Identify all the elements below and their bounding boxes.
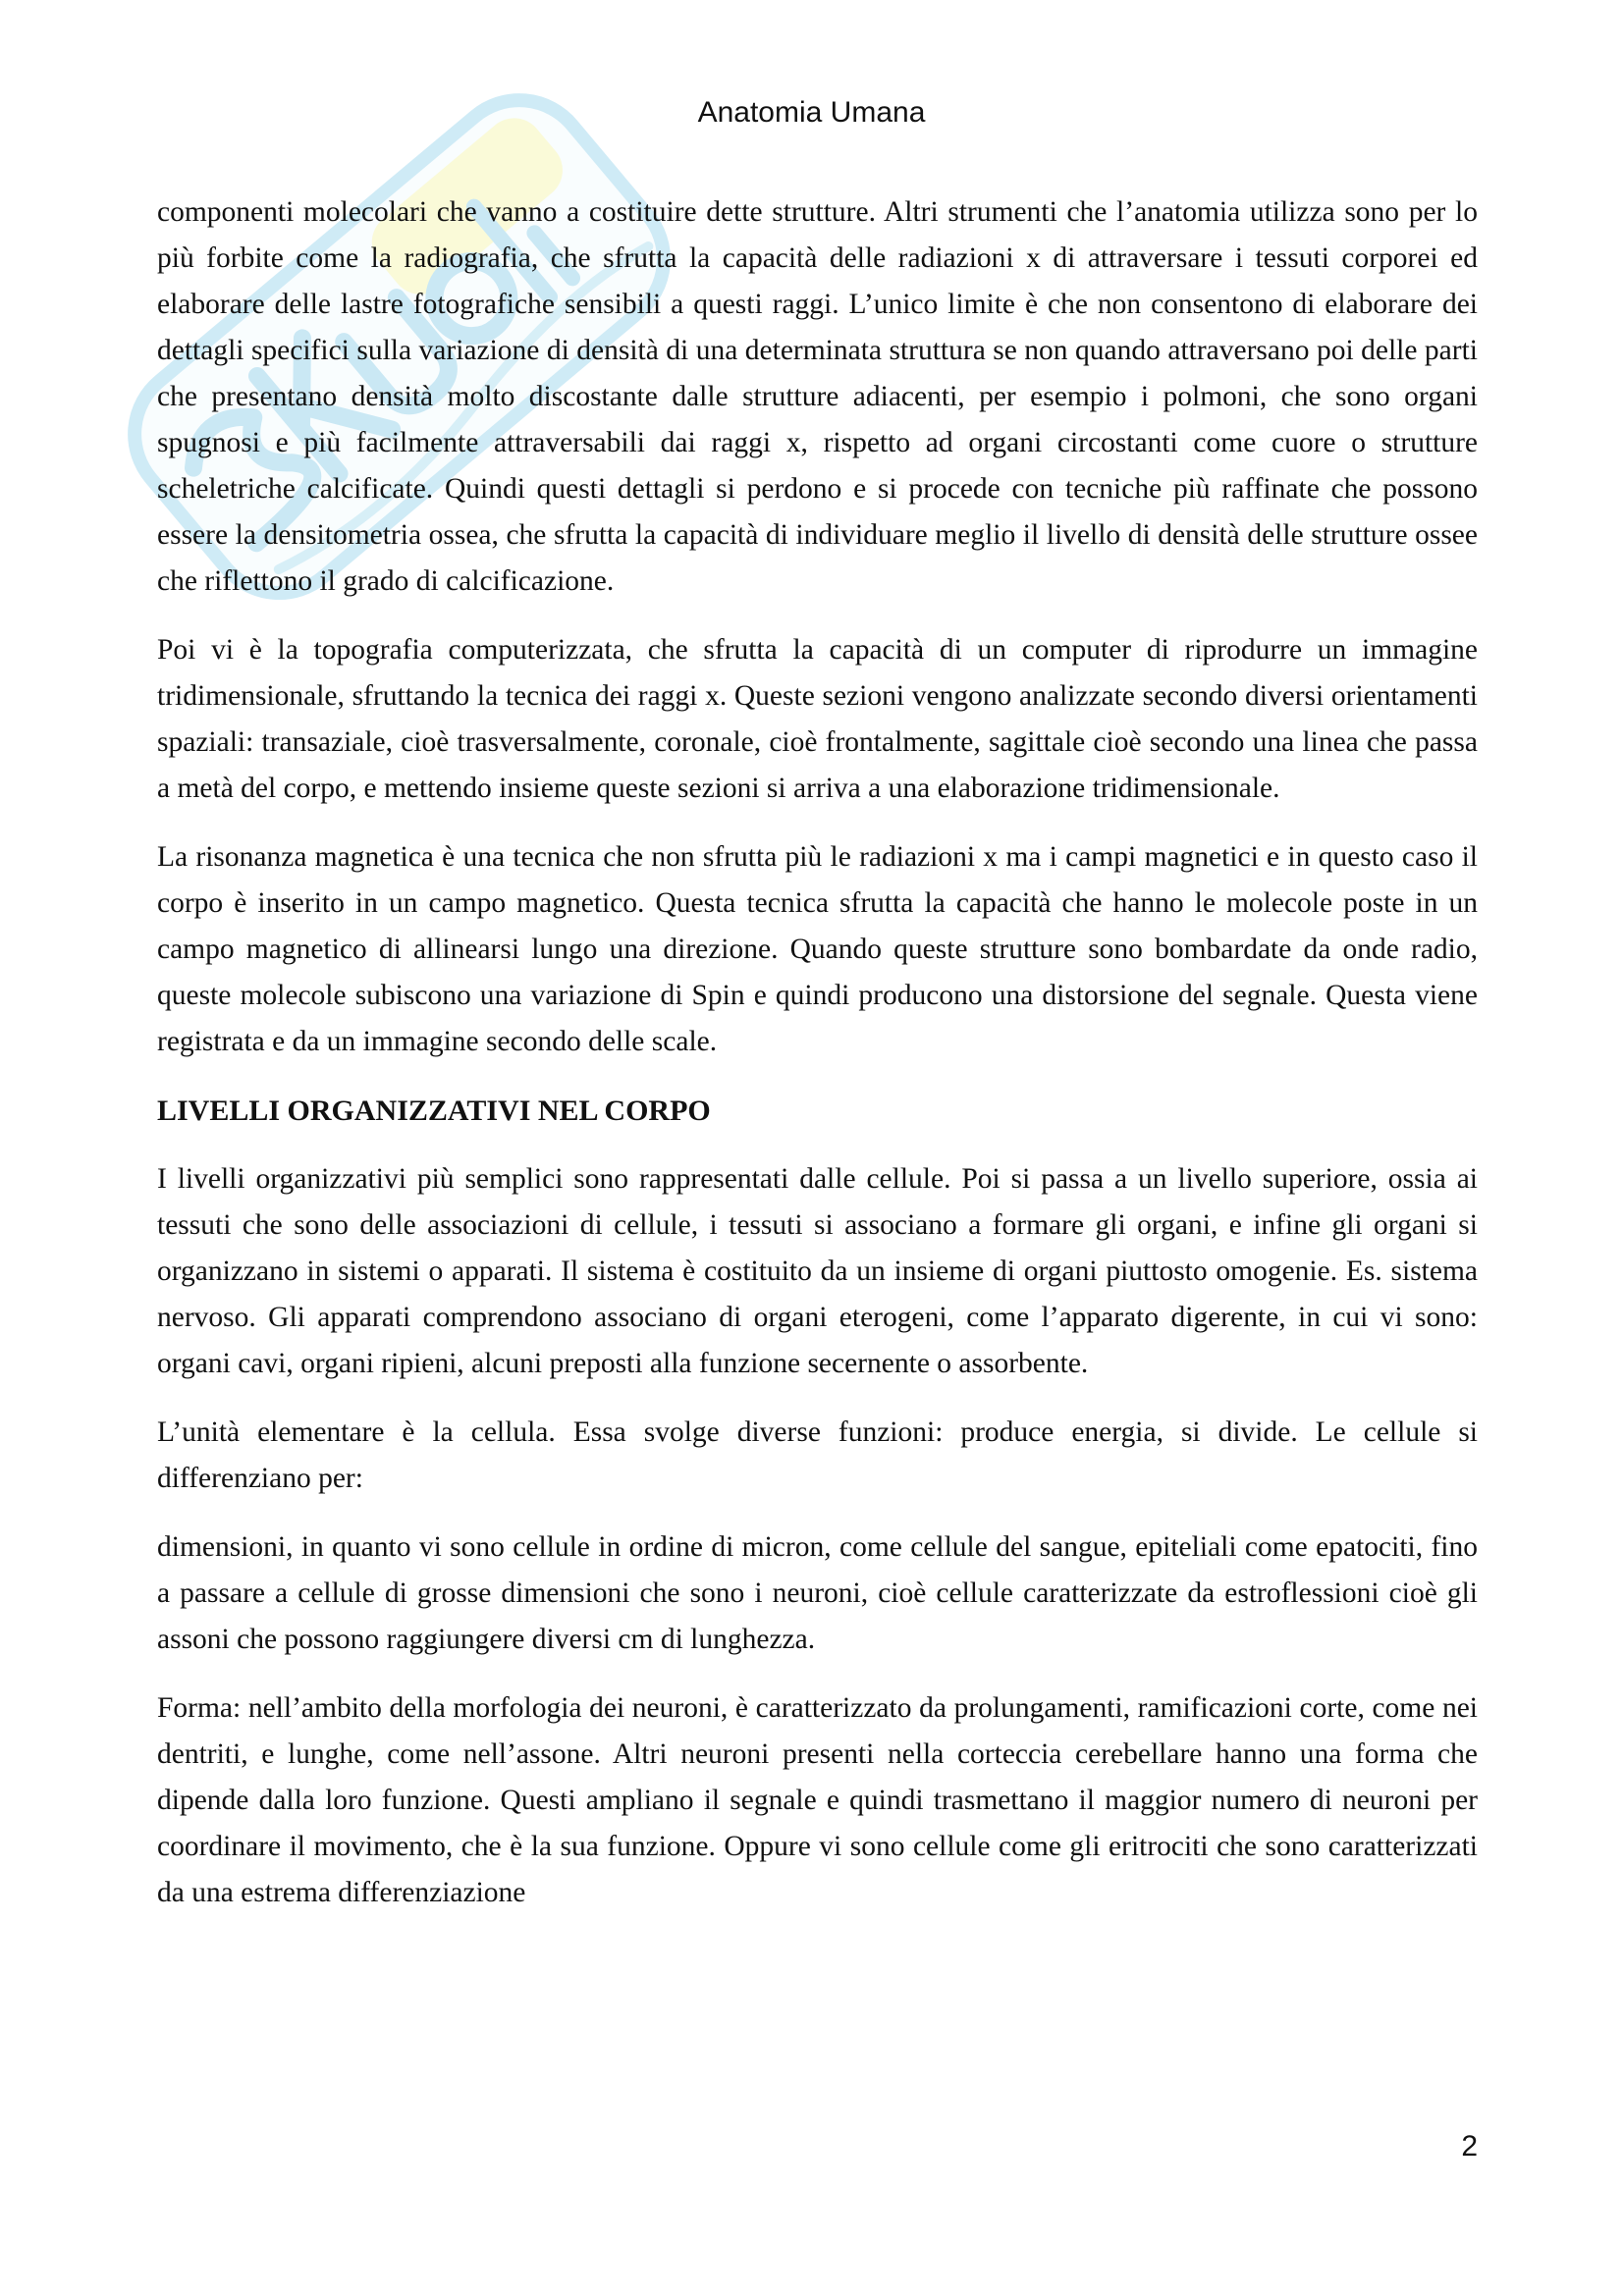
paragraph-cell-shape: Forma: nell’ambito della morfologia dei neuroni, è caratterizzato da prolungamenti, ramificazioni corte, come nei dentriti, e lunghe, come nell’assone. Altri neuroni presenti nella corteccia cerebellare hanno una forma che dipende dalla loro funzione. Questi ampliano il segnale e quindi trasmettano il maggior numero di neuroni per coordinare il movimento, che è la sua funzione. Oppure vi sono cellule come gli eritrociti che sono caratterizzati da una estrema differenziazione	[157, 1692, 1478, 1908]
paragraph-cell-dimensions: dimensioni, in quanto vi sono cellule in ordine di micron, come cellule del sangue, epiteliali come epatociti, fino a passare a cellule di grosse dimensioni che sono i neuroni, cioè cellule caratterizzate da estroflessioni cioè gli assoni che possono raggiungere diversi cm di lunghezza.	[157, 1531, 1478, 1655]
page-header-title: Anatomia Umana	[697, 96, 926, 129]
paragraph-organization-levels: I livelli organizzativi più semplici sono rappresentati dalle cellule. Poi si passa a un livello superiore, ossia ai tessuti che sono delle associazioni di cellule, i tessuti si associano a formare gli organi, e infine gli organi si organizzano in sistemi o apparati. Il sistema è costituito da un insieme di organi piuttosto omogenie. Es. sistema nervoso. Gli apparati comprendono associano di organi eterogeni, come l’apparato digerente, in cui vi sono: organi cavi, organi ripieni, alcuni preposti alla funzione secernente o assorbente.	[157, 1163, 1478, 1379]
paragraph-cell-unit: L’unità elementare è la cellula. Essa svolge diverse funzioni: produce energia, si divide. Le cellule si differenziano per:	[157, 1416, 1478, 1494]
paragraph-computed-tomography: Poi vi è la topografia computerizzata, che sfrutta la capacità di un computer di riprodurre un immagine tridimensionale, sfruttando la tecnica dei raggi x. Queste sezioni vengono analizzate secondo diversi orientamenti spaziali: transaziale, cioè trasversalmente, coronale, cioè frontalmente, sagittale cioè secondo una linea che passa a metà del corpo, e mettendo insieme queste sezioni si arriva a una elaborazione tridimensionale.	[157, 634, 1478, 804]
paragraph-magnetic-resonance: La risonanza magnetica è una tecnica che non sfrutta più le radiazioni x ma i campi magnetici e in questo caso il corpo è inserito in un campo magnetico. Questa tecnica sfrutta la capacità che hanno le molecole poste in un campo magnetico di allinearsi lungo una direzione. Quando queste strutture sono bombardate da onde radio, queste molecole subiscono una variazione di Spin e quindi producono una distorsione del segnale. Questa viene registrata e da un immagine secondo delle scale.	[157, 841, 1478, 1057]
section-heading: LIVELLI ORGANIZZATIVI NEL CORPO	[157, 1095, 711, 1127]
page-number: 2	[1461, 2130, 1478, 2163]
paragraph-radiography: componenti molecolari che vanno a costituire dette strutture. Altri strumenti che l’anatomia utilizza sono per lo più forbite come la radiografia, che sfrutta la capacità delle radiazioni x di attraversare i tessuti corporei ed elaborare delle lastre fotografiche sensibili a questi raggi. L’unico limite è che non consentono di elaborare dei dettagli specifici sulla variazione di densità di una determinata struttura se non quando attraversano poi delle parti che presentano densità molto discostante dalle strutture adiacenti, per esempio i polmoni, che sono organi spugnosi e più facilmente attraversabili dai raggi x, rispetto ad organi circostanti come cuore o strutture scheletriche calcificate. Quindi questi dettagli si perdono e si procede con tecniche più raffinate che possono essere la densitometria ossea, che sfrutta la capacità di individuare meglio il livello di densità delle strutture ossee che riflettono il grado di calcificazione.	[157, 196, 1478, 597]
document-body	[157, 189, 1478, 1939]
